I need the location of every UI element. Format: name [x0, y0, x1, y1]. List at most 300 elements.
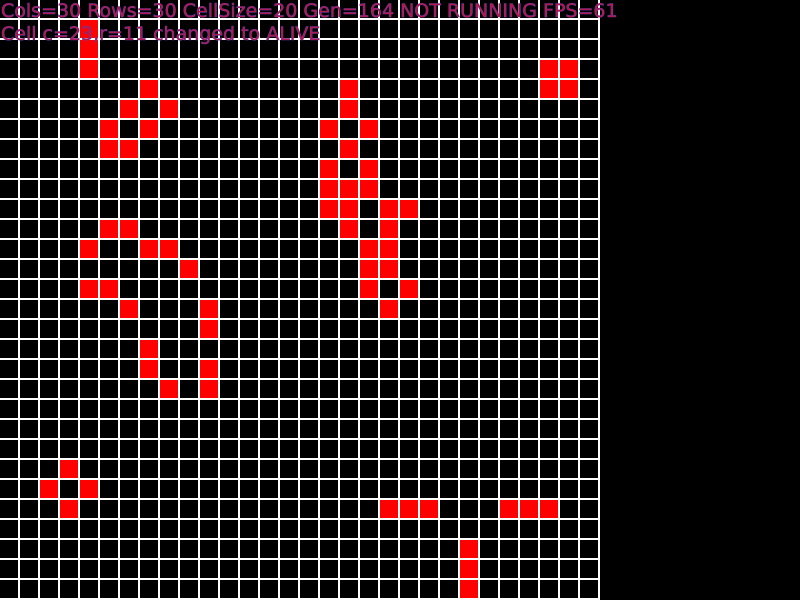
- dead-cell[interactable]: [0, 120, 18, 138]
- dead-cell[interactable]: [40, 380, 58, 398]
- dead-cell[interactable]: [420, 460, 438, 478]
- dead-cell[interactable]: [420, 440, 438, 458]
- dead-cell[interactable]: [360, 360, 378, 378]
- dead-cell[interactable]: [60, 60, 78, 78]
- dead-cell[interactable]: [260, 360, 278, 378]
- dead-cell[interactable]: [60, 480, 78, 498]
- dead-cell[interactable]: [280, 180, 298, 198]
- dead-cell[interactable]: [260, 300, 278, 318]
- dead-cell[interactable]: [360, 540, 378, 558]
- dead-cell[interactable]: [40, 140, 58, 158]
- dead-cell[interactable]: [380, 280, 398, 298]
- dead-cell[interactable]: [560, 360, 578, 378]
- dead-cell[interactable]: [560, 100, 578, 118]
- dead-cell[interactable]: [100, 200, 118, 218]
- dead-cell[interactable]: [580, 200, 598, 218]
- dead-cell[interactable]: [460, 40, 478, 58]
- dead-cell[interactable]: [200, 60, 218, 78]
- dead-cell[interactable]: [260, 120, 278, 138]
- dead-cell[interactable]: [340, 400, 358, 418]
- dead-cell[interactable]: [120, 500, 138, 518]
- dead-cell[interactable]: [320, 240, 338, 258]
- dead-cell[interactable]: [340, 420, 358, 438]
- dead-cell[interactable]: [500, 220, 518, 238]
- dead-cell[interactable]: [220, 60, 238, 78]
- dead-cell[interactable]: [20, 80, 38, 98]
- dead-cell[interactable]: [180, 160, 198, 178]
- alive-cell[interactable]: [500, 500, 518, 518]
- dead-cell[interactable]: [460, 120, 478, 138]
- alive-cell[interactable]: [140, 240, 158, 258]
- dead-cell[interactable]: [340, 360, 358, 378]
- dead-cell[interactable]: [320, 140, 338, 158]
- dead-cell[interactable]: [500, 440, 518, 458]
- dead-cell[interactable]: [180, 380, 198, 398]
- dead-cell[interactable]: [500, 340, 518, 358]
- dead-cell[interactable]: [160, 520, 178, 538]
- dead-cell[interactable]: [140, 300, 158, 318]
- dead-cell[interactable]: [200, 220, 218, 238]
- dead-cell[interactable]: [80, 540, 98, 558]
- dead-cell[interactable]: [360, 560, 378, 578]
- dead-cell[interactable]: [0, 180, 18, 198]
- dead-cell[interactable]: [240, 580, 258, 598]
- dead-cell[interactable]: [20, 100, 38, 118]
- dead-cell[interactable]: [340, 260, 358, 278]
- dead-cell[interactable]: [420, 540, 438, 558]
- dead-cell[interactable]: [200, 280, 218, 298]
- dead-cell[interactable]: [120, 380, 138, 398]
- dead-cell[interactable]: [20, 200, 38, 218]
- dead-cell[interactable]: [540, 280, 558, 298]
- dead-cell[interactable]: [560, 420, 578, 438]
- dead-cell[interactable]: [580, 120, 598, 138]
- dead-cell[interactable]: [220, 160, 238, 178]
- dead-cell[interactable]: [580, 360, 598, 378]
- alive-cell[interactable]: [340, 200, 358, 218]
- dead-cell[interactable]: [180, 60, 198, 78]
- dead-cell[interactable]: [560, 300, 578, 318]
- dead-cell[interactable]: [580, 180, 598, 198]
- dead-cell[interactable]: [100, 180, 118, 198]
- dead-cell[interactable]: [560, 40, 578, 58]
- dead-cell[interactable]: [380, 440, 398, 458]
- dead-cell[interactable]: [120, 240, 138, 258]
- dead-cell[interactable]: [400, 420, 418, 438]
- dead-cell[interactable]: [100, 240, 118, 258]
- dead-cell[interactable]: [420, 200, 438, 218]
- dead-cell[interactable]: [140, 200, 158, 218]
- dead-cell[interactable]: [540, 340, 558, 358]
- dead-cell[interactable]: [280, 260, 298, 278]
- dead-cell[interactable]: [520, 480, 538, 498]
- dead-cell[interactable]: [80, 260, 98, 278]
- dead-cell[interactable]: [400, 540, 418, 558]
- dead-cell[interactable]: [380, 380, 398, 398]
- alive-cell[interactable]: [160, 380, 178, 398]
- dead-cell[interactable]: [80, 580, 98, 598]
- dead-cell[interactable]: [520, 420, 538, 438]
- alive-cell[interactable]: [360, 120, 378, 138]
- dead-cell[interactable]: [540, 220, 558, 238]
- dead-cell[interactable]: [100, 580, 118, 598]
- dead-cell[interactable]: [480, 500, 498, 518]
- dead-cell[interactable]: [200, 100, 218, 118]
- dead-cell[interactable]: [220, 300, 238, 318]
- dead-cell[interactable]: [280, 160, 298, 178]
- dead-cell[interactable]: [200, 260, 218, 278]
- dead-cell[interactable]: [280, 400, 298, 418]
- dead-cell[interactable]: [440, 340, 458, 358]
- alive-cell[interactable]: [320, 120, 338, 138]
- dead-cell[interactable]: [280, 200, 298, 218]
- dead-cell[interactable]: [460, 260, 478, 278]
- dead-cell[interactable]: [580, 420, 598, 438]
- dead-cell[interactable]: [520, 180, 538, 198]
- alive-cell[interactable]: [380, 300, 398, 318]
- dead-cell[interactable]: [460, 20, 478, 38]
- dead-cell[interactable]: [560, 180, 578, 198]
- dead-cell[interactable]: [140, 420, 158, 438]
- dead-cell[interactable]: [520, 560, 538, 578]
- dead-cell[interactable]: [20, 440, 38, 458]
- dead-cell[interactable]: [540, 360, 558, 378]
- dead-cell[interactable]: [560, 560, 578, 578]
- dead-cell[interactable]: [100, 460, 118, 478]
- dead-cell[interactable]: [340, 580, 358, 598]
- dead-cell[interactable]: [320, 500, 338, 518]
- dead-cell[interactable]: [540, 180, 558, 198]
- dead-cell[interactable]: [300, 140, 318, 158]
- dead-cell[interactable]: [260, 200, 278, 218]
- dead-cell[interactable]: [260, 520, 278, 538]
- dead-cell[interactable]: [480, 520, 498, 538]
- dead-cell[interactable]: [160, 540, 178, 558]
- dead-cell[interactable]: [360, 60, 378, 78]
- dead-cell[interactable]: [580, 520, 598, 538]
- dead-cell[interactable]: [480, 340, 498, 358]
- dead-cell[interactable]: [300, 580, 318, 598]
- dead-cell[interactable]: [580, 20, 598, 38]
- dead-cell[interactable]: [220, 320, 238, 338]
- dead-cell[interactable]: [180, 360, 198, 378]
- dead-cell[interactable]: [500, 180, 518, 198]
- dead-cell[interactable]: [480, 40, 498, 58]
- dead-cell[interactable]: [160, 420, 178, 438]
- dead-cell[interactable]: [200, 340, 218, 358]
- dead-cell[interactable]: [580, 60, 598, 78]
- dead-cell[interactable]: [180, 320, 198, 338]
- dead-cell[interactable]: [180, 300, 198, 318]
- dead-cell[interactable]: [400, 260, 418, 278]
- dead-cell[interactable]: [80, 520, 98, 538]
- dead-cell[interactable]: [580, 100, 598, 118]
- dead-cell[interactable]: [20, 60, 38, 78]
- dead-cell[interactable]: [240, 340, 258, 358]
- dead-cell[interactable]: [220, 260, 238, 278]
- dead-cell[interactable]: [200, 580, 218, 598]
- dead-cell[interactable]: [120, 180, 138, 198]
- dead-cell[interactable]: [460, 140, 478, 158]
- dead-cell[interactable]: [480, 140, 498, 158]
- dead-cell[interactable]: [240, 460, 258, 478]
- dead-cell[interactable]: [420, 240, 438, 258]
- dead-cell[interactable]: [480, 160, 498, 178]
- dead-cell[interactable]: [260, 580, 278, 598]
- dead-cell[interactable]: [560, 400, 578, 418]
- dead-cell[interactable]: [580, 340, 598, 358]
- dead-cell[interactable]: [300, 520, 318, 538]
- alive-cell[interactable]: [360, 240, 378, 258]
- dead-cell[interactable]: [540, 520, 558, 538]
- dead-cell[interactable]: [180, 180, 198, 198]
- dead-cell[interactable]: [340, 320, 358, 338]
- alive-cell[interactable]: [460, 540, 478, 558]
- dead-cell[interactable]: [20, 120, 38, 138]
- dead-cell[interactable]: [520, 260, 538, 278]
- dead-cell[interactable]: [220, 380, 238, 398]
- dead-cell[interactable]: [500, 400, 518, 418]
- dead-cell[interactable]: [420, 260, 438, 278]
- dead-cell[interactable]: [120, 160, 138, 178]
- dead-cell[interactable]: [300, 540, 318, 558]
- dead-cell[interactable]: [80, 380, 98, 398]
- dead-cell[interactable]: [500, 580, 518, 598]
- dead-cell[interactable]: [520, 360, 538, 378]
- dead-cell[interactable]: [100, 260, 118, 278]
- dead-cell[interactable]: [140, 280, 158, 298]
- dead-cell[interactable]: [280, 580, 298, 598]
- alive-cell[interactable]: [460, 560, 478, 578]
- dead-cell[interactable]: [440, 500, 458, 518]
- dead-cell[interactable]: [100, 160, 118, 178]
- alive-cell[interactable]: [340, 80, 358, 98]
- dead-cell[interactable]: [320, 300, 338, 318]
- dead-cell[interactable]: [540, 440, 558, 458]
- dead-cell[interactable]: [220, 560, 238, 578]
- dead-cell[interactable]: [120, 340, 138, 358]
- alive-cell[interactable]: [400, 280, 418, 298]
- dead-cell[interactable]: [20, 540, 38, 558]
- dead-cell[interactable]: [280, 100, 298, 118]
- dead-cell[interactable]: [220, 240, 238, 258]
- dead-cell[interactable]: [440, 60, 458, 78]
- dead-cell[interactable]: [420, 140, 438, 158]
- dead-cell[interactable]: [140, 220, 158, 238]
- alive-cell[interactable]: [360, 160, 378, 178]
- dead-cell[interactable]: [460, 480, 478, 498]
- dead-cell[interactable]: [20, 340, 38, 358]
- dead-cell[interactable]: [560, 240, 578, 258]
- dead-cell[interactable]: [160, 300, 178, 318]
- dead-cell[interactable]: [380, 340, 398, 358]
- dead-cell[interactable]: [240, 320, 258, 338]
- dead-cell[interactable]: [180, 460, 198, 478]
- dead-cell[interactable]: [460, 60, 478, 78]
- dead-cell[interactable]: [520, 400, 538, 418]
- dead-cell[interactable]: [240, 520, 258, 538]
- dead-cell[interactable]: [460, 240, 478, 258]
- dead-cell[interactable]: [580, 560, 598, 578]
- alive-cell[interactable]: [200, 380, 218, 398]
- dead-cell[interactable]: [540, 320, 558, 338]
- dead-cell[interactable]: [160, 260, 178, 278]
- dead-cell[interactable]: [360, 40, 378, 58]
- dead-cell[interactable]: [120, 480, 138, 498]
- dead-cell[interactable]: [200, 140, 218, 158]
- dead-cell[interactable]: [440, 260, 458, 278]
- dead-cell[interactable]: [180, 340, 198, 358]
- alive-cell[interactable]: [360, 280, 378, 298]
- dead-cell[interactable]: [60, 580, 78, 598]
- dead-cell[interactable]: [260, 280, 278, 298]
- dead-cell[interactable]: [520, 320, 538, 338]
- dead-cell[interactable]: [200, 160, 218, 178]
- dead-cell[interactable]: [140, 540, 158, 558]
- alive-cell[interactable]: [540, 500, 558, 518]
- dead-cell[interactable]: [220, 540, 238, 558]
- dead-cell[interactable]: [480, 320, 498, 338]
- dead-cell[interactable]: [300, 200, 318, 218]
- dead-cell[interactable]: [180, 140, 198, 158]
- dead-cell[interactable]: [20, 260, 38, 278]
- dead-cell[interactable]: [220, 580, 238, 598]
- dead-cell[interactable]: [260, 220, 278, 238]
- dead-cell[interactable]: [200, 520, 218, 538]
- dead-cell[interactable]: [200, 400, 218, 418]
- dead-cell[interactable]: [20, 240, 38, 258]
- alive-cell[interactable]: [140, 120, 158, 138]
- dead-cell[interactable]: [340, 20, 358, 38]
- dead-cell[interactable]: [380, 540, 398, 558]
- dead-cell[interactable]: [40, 80, 58, 98]
- dead-cell[interactable]: [240, 220, 258, 238]
- dead-cell[interactable]: [360, 200, 378, 218]
- alive-cell[interactable]: [120, 100, 138, 118]
- alive-cell[interactable]: [560, 60, 578, 78]
- dead-cell[interactable]: [220, 480, 238, 498]
- dead-cell[interactable]: [340, 560, 358, 578]
- dead-cell[interactable]: [60, 180, 78, 198]
- dead-cell[interactable]: [360, 520, 378, 538]
- dead-cell[interactable]: [320, 60, 338, 78]
- dead-cell[interactable]: [240, 180, 258, 198]
- dead-cell[interactable]: [120, 540, 138, 558]
- dead-cell[interactable]: [340, 120, 358, 138]
- dead-cell[interactable]: [400, 100, 418, 118]
- dead-cell[interactable]: [100, 420, 118, 438]
- dead-cell[interactable]: [360, 500, 378, 518]
- dead-cell[interactable]: [20, 180, 38, 198]
- dead-cell[interactable]: [360, 140, 378, 158]
- dead-cell[interactable]: [360, 460, 378, 478]
- dead-cell[interactable]: [120, 420, 138, 438]
- dead-cell[interactable]: [140, 260, 158, 278]
- dead-cell[interactable]: [80, 400, 98, 418]
- dead-cell[interactable]: [400, 560, 418, 578]
- dead-cell[interactable]: [420, 40, 438, 58]
- dead-cell[interactable]: [500, 280, 518, 298]
- dead-cell[interactable]: [60, 540, 78, 558]
- dead-cell[interactable]: [280, 420, 298, 438]
- dead-cell[interactable]: [40, 200, 58, 218]
- dead-cell[interactable]: [420, 340, 438, 358]
- dead-cell[interactable]: [540, 380, 558, 398]
- dead-cell[interactable]: [340, 520, 358, 538]
- dead-cell[interactable]: [540, 300, 558, 318]
- dead-cell[interactable]: [0, 280, 18, 298]
- dead-cell[interactable]: [0, 400, 18, 418]
- dead-cell[interactable]: [260, 460, 278, 478]
- dead-cell[interactable]: [540, 580, 558, 598]
- alive-cell[interactable]: [100, 280, 118, 298]
- dead-cell[interactable]: [100, 500, 118, 518]
- alive-cell[interactable]: [400, 500, 418, 518]
- dead-cell[interactable]: [100, 400, 118, 418]
- dead-cell[interactable]: [260, 140, 278, 158]
- dead-cell[interactable]: [420, 100, 438, 118]
- dead-cell[interactable]: [580, 300, 598, 318]
- dead-cell[interactable]: [360, 80, 378, 98]
- dead-cell[interactable]: [40, 320, 58, 338]
- dead-cell[interactable]: [40, 540, 58, 558]
- dead-cell[interactable]: [320, 100, 338, 118]
- dead-cell[interactable]: [80, 320, 98, 338]
- dead-cell[interactable]: [340, 60, 358, 78]
- dead-cell[interactable]: [0, 200, 18, 218]
- dead-cell[interactable]: [240, 300, 258, 318]
- dead-cell[interactable]: [420, 60, 438, 78]
- dead-cell[interactable]: [380, 320, 398, 338]
- dead-cell[interactable]: [520, 460, 538, 478]
- dead-cell[interactable]: [200, 440, 218, 458]
- dead-cell[interactable]: [60, 280, 78, 298]
- dead-cell[interactable]: [160, 480, 178, 498]
- dead-cell[interactable]: [480, 80, 498, 98]
- dead-cell[interactable]: [0, 580, 18, 598]
- dead-cell[interactable]: [40, 580, 58, 598]
- dead-cell[interactable]: [240, 120, 258, 138]
- dead-cell[interactable]: [100, 300, 118, 318]
- dead-cell[interactable]: [60, 340, 78, 358]
- dead-cell[interactable]: [180, 440, 198, 458]
- dead-cell[interactable]: [320, 540, 338, 558]
- dead-cell[interactable]: [440, 440, 458, 458]
- dead-cell[interactable]: [460, 80, 478, 98]
- dead-cell[interactable]: [0, 240, 18, 258]
- dead-cell[interactable]: [420, 360, 438, 378]
- dead-cell[interactable]: [100, 60, 118, 78]
- dead-cell[interactable]: [420, 320, 438, 338]
- dead-cell[interactable]: [0, 560, 18, 578]
- dead-cell[interactable]: [520, 200, 538, 218]
- dead-cell[interactable]: [400, 340, 418, 358]
- dead-cell[interactable]: [240, 80, 258, 98]
- dead-cell[interactable]: [480, 180, 498, 198]
- dead-cell[interactable]: [480, 280, 498, 298]
- dead-cell[interactable]: [40, 440, 58, 458]
- dead-cell[interactable]: [420, 580, 438, 598]
- alive-cell[interactable]: [80, 240, 98, 258]
- dead-cell[interactable]: [400, 40, 418, 58]
- dead-cell[interactable]: [300, 160, 318, 178]
- dead-cell[interactable]: [520, 120, 538, 138]
- dead-cell[interactable]: [560, 340, 578, 358]
- dead-cell[interactable]: [480, 60, 498, 78]
- dead-cell[interactable]: [340, 460, 358, 478]
- dead-cell[interactable]: [480, 360, 498, 378]
- dead-cell[interactable]: [0, 360, 18, 378]
